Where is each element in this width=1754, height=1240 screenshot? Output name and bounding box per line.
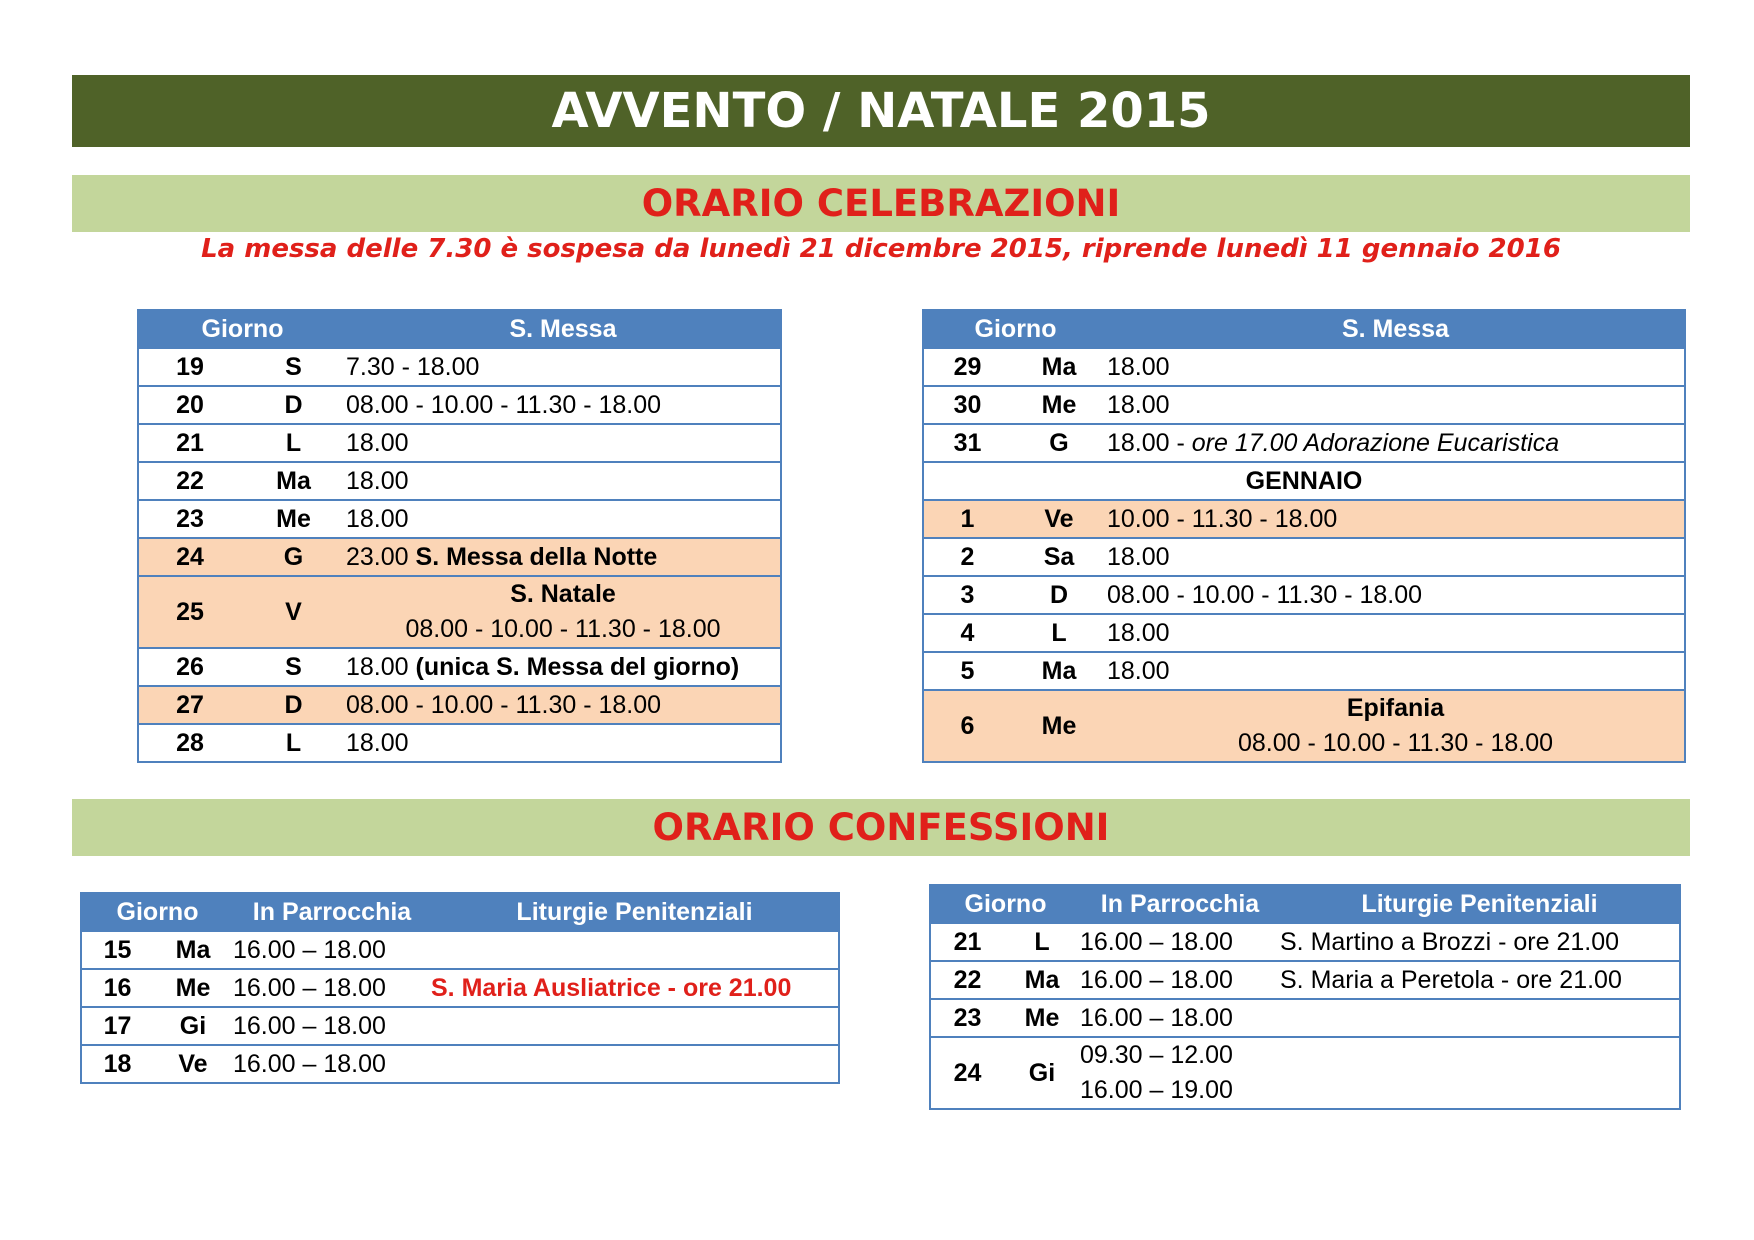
table-row [923,424,1685,462]
penitential-liturgy [431,931,839,969]
parish-hours: 16.00 – 18.00 [1080,961,1280,999]
day-of-week: D [241,386,346,424]
column-header-mass: S. Messa [1107,310,1685,348]
parish-hours: 16.00 – 18.00 [1080,923,1280,961]
day-number: 28 [138,724,241,762]
day-number: 16 [81,969,153,1007]
celebrations-heading: ORARIO CELEBRAZIONI [72,175,1690,232]
day-of-week: S [241,648,346,686]
mass-times: 18.00 [346,462,781,500]
day-of-week: S [241,348,346,386]
day-number: 21 [138,424,241,462]
mass-times: 18.00 [1107,652,1685,690]
month-label: GENNAIO [923,462,1685,500]
day-number: 3 [923,576,1011,614]
penitential-liturgy [431,1007,839,1045]
day-of-week: Gi [1004,1037,1080,1109]
table-row [930,999,1680,1037]
day-of-week: Me [1011,690,1107,762]
mass-times: 18.00 [1107,348,1685,386]
table-row [923,538,1685,576]
day-of-week: D [241,686,346,724]
column-header-day: Giorno [930,885,1080,923]
day-of-week: G [1011,424,1107,462]
table-row [930,1037,1680,1109]
table-row [138,462,781,500]
table-row [138,424,781,462]
day-of-week: G [241,538,346,576]
day-number: 22 [930,961,1004,999]
mass-times: 08.00 - 10.00 - 11.30 - 18.00 [346,686,781,724]
mass-times: 08.00 - 10.00 - 11.30 - 18.00 [346,386,781,424]
day-number: 18 [81,1045,153,1083]
feast-name: S. Natale [510,580,616,608]
mass-time: 23.00 [346,542,409,571]
table-row-highlighted [138,686,781,724]
table-row [81,969,839,1007]
day-number: 24 [930,1037,1004,1109]
table-row [81,931,839,969]
day-of-week: Gi [153,1007,233,1045]
column-header-parish: In Parrocchia [233,893,431,931]
penitential-liturgy [1280,1037,1680,1109]
column-header-liturgy: Liturgie Penitenziali [1280,885,1680,923]
confessions-table-left [80,892,840,1084]
day-number: 15 [81,931,153,969]
day-number: 30 [923,386,1011,424]
column-header-liturgy: Liturgie Penitenziali [431,893,839,931]
mass-note: ore 17.00 Adorazione Eucaristica [1191,428,1560,457]
table-row [930,923,1680,961]
day-number: 17 [81,1007,153,1045]
day-number: 22 [138,462,241,500]
column-header-mass: S. Messa [346,310,781,348]
day-of-week: Me [241,500,346,538]
day-of-week: Me [153,969,233,1007]
mass-times: 18.00 [346,500,781,538]
parish-hours: 16.00 – 18.00 [233,1007,431,1045]
month-separator-row [923,462,1685,500]
day-number: 29 [923,348,1011,386]
day-of-week: Ve [1011,500,1107,538]
table-row [138,348,781,386]
day-number: 20 [138,386,241,424]
feast-name: Epifania [1346,694,1445,722]
penitential-liturgy: S. Martino a Brozzi - ore 21.00 [1280,923,1680,961]
mass-times: 18.00 [1107,386,1685,424]
day-number: 26 [138,648,241,686]
penitential-liturgy: S. Maria Ausliatrice - ore 21.00 [431,969,839,1007]
column-header-day: Giorno [138,310,346,348]
celebrations-table-right [922,309,1686,763]
day-number: 5 [923,652,1011,690]
day-of-week: Ma [153,931,233,969]
table-row-highlighted [138,576,781,648]
mass-time: 08.00 - 10.00 - 11.30 - 18.00 [405,615,721,643]
day-number: 24 [138,538,241,576]
mass-note: S. Messa della Notte [415,542,658,571]
day-of-week: Me [1011,386,1107,424]
table-row [923,386,1685,424]
mass-times [346,538,781,576]
table-row [930,961,1680,999]
table-row [138,386,781,424]
day-number: 27 [138,686,241,724]
table-row-highlighted [923,690,1685,762]
day-of-week: Ma [1011,348,1107,386]
table-row [923,614,1685,652]
parish-hours-afternoon: 16.00 – 19.00 [1080,1076,1233,1104]
day-of-week: L [241,424,346,462]
mass-times: 18.00 [346,424,781,462]
day-of-week: V [241,576,346,648]
celebrations-table-left [137,309,782,763]
mass-times: 18.00 [1107,538,1685,576]
day-of-week: Me [1004,999,1080,1037]
table-row [138,500,781,538]
day-of-week: D [1011,576,1107,614]
table-row [138,648,781,686]
parish-hours: 16.00 – 18.00 [233,931,431,969]
parish-hours: 16.00 – 18.00 [233,969,431,1007]
mass-time: 08.00 - 10.00 - 11.30 - 18.00 [1237,729,1554,757]
day-number: 25 [138,576,241,648]
mass-times [1107,424,1685,462]
confessions-heading: ORARIO CONFESSIONI [72,799,1690,856]
day-of-week: Ma [241,462,346,500]
mass-times [346,648,781,686]
column-header-day: Giorno [81,893,233,931]
day-number: 2 [923,538,1011,576]
parish-hours-morning: 09.30 – 12.00 [1080,1041,1233,1069]
penitential-liturgy [431,1045,839,1083]
mass-times [1107,690,1685,762]
table-row [923,576,1685,614]
day-of-week: Ma [1011,652,1107,690]
day-of-week: Sa [1011,538,1107,576]
day-number: 19 [138,348,241,386]
day-number: 4 [923,614,1011,652]
mass-times: 7.30 - 18.00 [346,348,781,386]
mass-times: 08.00 - 10.00 - 11.30 - 18.00 [1107,576,1685,614]
mass-times: 10.00 - 11.30 - 18.00 [1107,500,1685,538]
mass-time: 18.00 - [1107,428,1192,457]
column-header-day: Giorno [923,310,1107,348]
parish-hours: 16.00 – 18.00 [1080,999,1280,1037]
day-of-week: Ma [1004,961,1080,999]
table-row [81,1045,839,1083]
day-of-week: Ve [153,1045,233,1083]
day-number: 1 [923,500,1011,538]
day-number: 21 [930,923,1004,961]
table-row-highlighted [923,500,1685,538]
confessions-table-right [929,884,1681,1110]
suspension-notice: La messa delle 7.30 è sospesa da lunedì 21 dicembre 2015, riprende lunedì 11 gennaio 2016 [201,234,1561,264]
day-number: 23 [138,500,241,538]
day-of-week: L [1004,923,1080,961]
day-number: 31 [923,424,1011,462]
table-row-highlighted [138,538,781,576]
table-row [81,1007,839,1045]
penitential-liturgy [1280,999,1680,1037]
mass-times: 18.00 [1107,614,1685,652]
day-number: 23 [930,999,1004,1037]
column-header-parish: In Parrocchia [1080,885,1280,923]
mass-note: (unica S. Messa del giorno) [415,652,740,681]
page-title: AVVENTO / NATALE 2015 [72,75,1690,147]
day-number: 6 [923,690,1011,762]
table-row [923,348,1685,386]
mass-times: 18.00 [346,724,781,762]
mass-time: 18.00 [346,652,409,681]
table-row [138,724,781,762]
parish-hours [1080,1037,1280,1109]
mass-times [346,576,781,648]
day-of-week: L [1011,614,1107,652]
penitential-liturgy: S. Maria a Peretola - ore 21.00 [1280,961,1680,999]
day-of-week: L [241,724,346,762]
parish-hours: 16.00 – 18.00 [233,1045,431,1083]
table-row [923,652,1685,690]
